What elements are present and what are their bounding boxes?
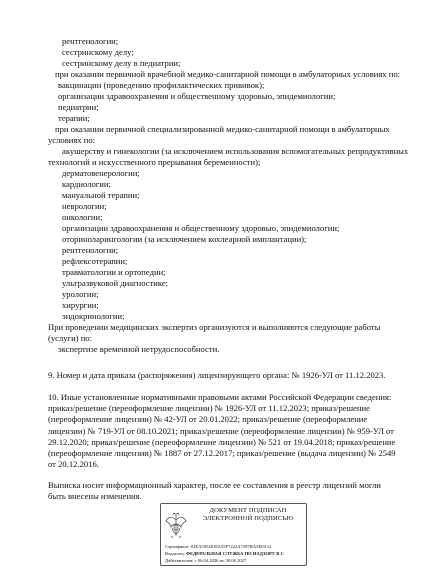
list-item: ультразвуковой диагностике; — [62, 278, 169, 288]
list-item: неврологии; — [62, 201, 107, 211]
stamp-title — [191, 507, 305, 523]
list-item: дерматовенерологии; — [62, 168, 140, 178]
list-item: травматологии и ортопедии; — [62, 267, 166, 277]
stamp-title-line1: ДОКУМЕНТ ПОДПИСАН — [209, 507, 287, 514]
list-item: при оказании первичной специализированной медико-санитарной помощи в амбулаторных — [55, 124, 390, 134]
list-item: организации здравоохранения и общественному здоровью, эпидемиологии; — [62, 223, 340, 233]
section-10-text: 10. Иные установленные нормативными правовыми актами Российской Федерации сведения: приказ/решение (переоформление лицензии) № 1926-УЛ от 11.12.2023; приказ/решение (переоформление лицензии) № 42-УЛ от 20.01.2022; приказ/решение (переоформление лицензии) № 719-УЛ от 08.10.2021; приказ/решение (переоформление лицензии) № 959-УЛ от 29.12.2020; приказ/решение (переоформление лицензии) № 521 от 19.04.2018; приказ/решение (переоформление лицензии) № 1887 от 27.12.2017; приказ/решение (выдача лицензии) № 2549 от 20.12.2016. — [48, 392, 396, 470]
list-item: организации здравоохранения и общественному здоровью, эпидемиологии; — [58, 91, 336, 101]
stamp-owner-name: ФЕДЕРАЛЬНАЯ СЛУЖБА ПО НАДЗОРУ В С — [186, 551, 284, 556]
list-item: онкологии; — [62, 212, 103, 222]
list-item: экспертизе временной нетрудоспособности. — [58, 344, 220, 354]
section-9-text: 9. Номер и дата приказа (распоряжения) лицензирующего органа: № 1926-УЛ от 11.12.2023. — [48, 370, 386, 380]
stamp-title-line2: ЭЛЕКТРОННОЙ ПОДПИСЬЮ — [202, 515, 294, 522]
list-item: При проведении медицинских экспертиз организуются и выполняются следующие работы — [48, 322, 381, 332]
list-item: акушерству и гинекологии (за исключением использования вспомогательных репродуктивных — [62, 146, 409, 156]
list-item: рентгенологии; — [62, 245, 119, 255]
list-item: оториноларингологии (за исключением кохлеарной имплантации); — [62, 234, 307, 244]
list-item: педиатрии; — [58, 102, 99, 112]
section-9 — [48, 370, 398, 381]
section-10 — [48, 392, 398, 470]
info-note-text: Выписка носит информационный характер, после ее составления в реестр лицензий могли быть внесены изменения. — [48, 480, 381, 502]
list-item: сестринскому делу; — [62, 47, 134, 57]
stamp-owner — [165, 551, 284, 557]
electronic-signature-stamp — [160, 503, 307, 566]
list-item: вакцинации (проведению профилактических прививок); — [58, 80, 265, 90]
list-item: урологии; — [62, 289, 99, 299]
list-item: сестринскому делу в педиатрии; — [62, 58, 181, 68]
list-item: рефлексотерапии; — [62, 256, 128, 266]
list-item: эндокринологии; — [62, 311, 125, 321]
stamp-owner-prefix: Владелец: — [165, 551, 185, 556]
list-item: рентгенологии; — [62, 36, 119, 46]
list-item: (услуги) по: — [48, 333, 92, 343]
stamp-certificate: Сертификат: 02EA5954818A55F7222A7297BA3E0A12 — [165, 544, 272, 549]
info-note — [48, 480, 398, 502]
list-item: хирургии; — [62, 300, 99, 310]
list-item: кардиологии; — [62, 179, 111, 189]
list-item: терапии; — [58, 113, 90, 123]
list-item: технологий и искусственного прерывания беременности); — [48, 157, 261, 167]
list-item: мануальной терапии; — [62, 190, 140, 200]
list-item: условиях по: — [48, 135, 96, 145]
stamp-validity: Действителен: с 06.04.2026 по 30.06.2027 — [165, 558, 247, 563]
list-item: при оказании первичной врачебной медико-санитарной помощи в амбулаторных условиях по: — [55, 69, 401, 79]
coat-of-arms-icon — [164, 512, 188, 540]
